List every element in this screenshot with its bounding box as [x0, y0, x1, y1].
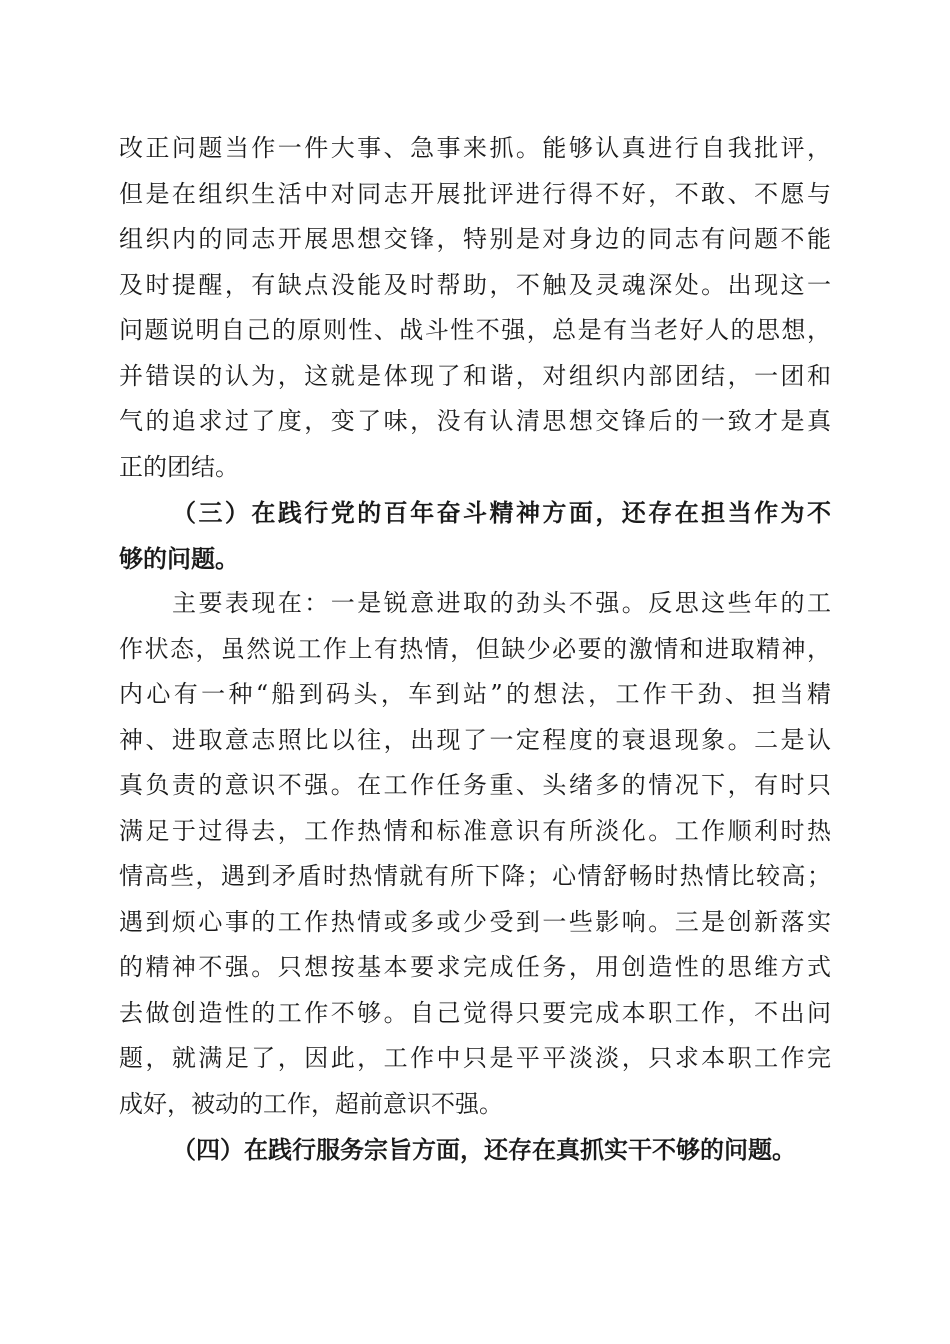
paragraph-main-performance — [119, 581, 831, 1127]
text-line: 改正问题当作一件大事、急事来抓。能够认真进行自我批评， — [119, 134, 831, 162]
text-line: 气的追求过了度，变了味，没有认清思想交锋后的一致才是真 — [119, 407, 831, 435]
text-line: 真负责的意识不强。在工作任务重、头绪多的情况下，有时只 — [119, 771, 831, 799]
text-line: 作状态，虽然说工作上有热情，但缺少必要的激情和进取精神， — [119, 634, 831, 663]
section-heading-4 — [119, 1127, 831, 1173]
text-line: 成好，被动的工作，超前意识不强。 — [119, 1089, 503, 1118]
text-line: 神、进取意志照比以往，出现了一定程度的衰退现象。二是认 — [119, 725, 831, 754]
text-line: 及时提醒，有缺点没能及时帮助，不触及灵魂深处。出现这一 — [119, 270, 831, 299]
text-line: 组织内的同志开展思想交锋，特别是对身边的同志有问题不能 — [119, 225, 831, 253]
section-heading-3 — [119, 490, 831, 581]
text-line: 主要表现在：一是锐意进取的劲头不强。反思这些年的工 — [172, 589, 831, 617]
document-body — [119, 126, 831, 1173]
text-line: 情高些，遇到矛盾时热情就有所下降；心情舒畅时热情比较高； — [119, 862, 831, 890]
text-line: 遇到烦心事的工作热情或多或少受到一些影响。三是创新落实 — [119, 907, 831, 936]
text-line: 但是在组织生活中对同志开展批评进行得不好，不敢、不愿与 — [119, 179, 831, 208]
text-line: 去做创造性的工作不够。自己觉得只要完成本职工作，不出问 — [119, 998, 831, 1027]
text-line: 正的团结。 — [119, 452, 239, 481]
text-line: 并错误的认为，这就是体现了和谐，对组织内部团结，一团和 — [119, 361, 831, 390]
text-line: 内心有一种“船到码头，车到站”的想法，工作干劲、担当精 — [119, 680, 831, 708]
heading-line: 够的问题。 — [119, 543, 239, 573]
text-line: 满足于过得去，工作热情和标准意识有所淡化。工作顺利时热 — [119, 816, 831, 845]
heading-line: （三）在践行党的百年奋斗精神方面，还存在担当作为不 — [172, 498, 831, 527]
text-line: 题，就满足了，因此，工作中只是平平淡淡，只求本职工作完 — [119, 1044, 831, 1072]
paragraph-self-criticism — [119, 126, 831, 490]
heading-line: （四）在践行服务宗旨方面，还存在真抓实干不够的问题。 — [172, 1135, 796, 1164]
text-line: 问题说明自己的原则性、战斗性不强，总是有当老好人的思想， — [119, 316, 831, 344]
text-line: 的精神不强。只想按基本要求完成任务，用创造性的思维方式 — [119, 953, 831, 981]
